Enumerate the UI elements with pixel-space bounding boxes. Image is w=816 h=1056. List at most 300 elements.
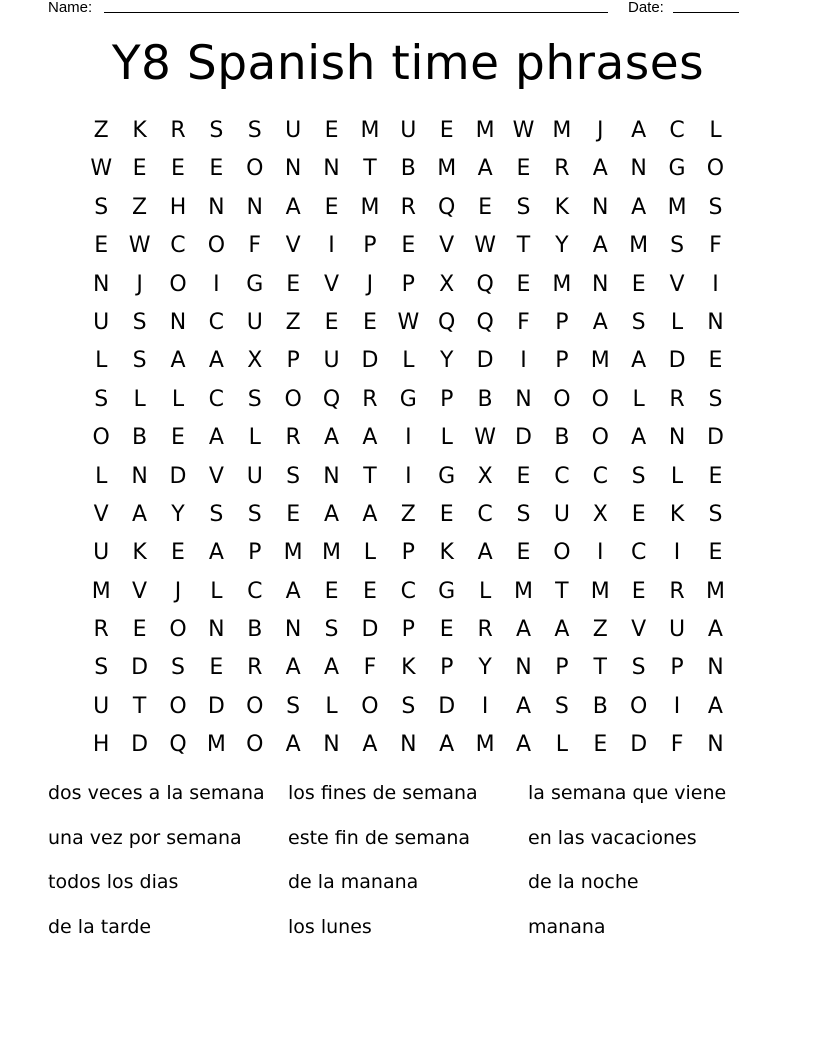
grid-letter[interactable]: E bbox=[631, 271, 646, 297]
grid-letter[interactable]: M bbox=[552, 271, 572, 297]
grid-letter[interactable]: S bbox=[286, 463, 301, 489]
grid-letter[interactable]: R bbox=[362, 386, 378, 412]
grid-letter[interactable]: S bbox=[132, 348, 147, 374]
grid-letter[interactable]: D bbox=[515, 425, 532, 451]
grid-letter[interactable]: O bbox=[246, 156, 264, 182]
grid-row bbox=[82, 227, 738, 265]
grid-letter[interactable]: F bbox=[517, 309, 530, 335]
grid-letter[interactable]: U bbox=[553, 501, 570, 527]
grid-letter[interactable]: Q bbox=[438, 309, 456, 335]
grid-letter[interactable]: M bbox=[360, 194, 380, 220]
grid-letter[interactable]: I bbox=[405, 425, 412, 451]
grid-letter[interactable]: M bbox=[91, 578, 111, 604]
grid-letter[interactable]: A bbox=[631, 118, 647, 143]
grid-letter[interactable]: A bbox=[208, 540, 224, 566]
grid-letter[interactable]: D bbox=[668, 348, 686, 374]
grid-row bbox=[82, 304, 738, 342]
grid-letter[interactable]: B bbox=[592, 693, 608, 719]
grid-letter[interactable]: A bbox=[592, 233, 608, 259]
grid-letter[interactable]: U bbox=[93, 693, 110, 719]
grid-letter[interactable]: S bbox=[324, 617, 339, 643]
grid-letter[interactable]: A bbox=[515, 693, 532, 719]
date-write-line[interactable] bbox=[673, 12, 739, 13]
grid-letter[interactable]: R bbox=[554, 156, 570, 182]
grid-letter[interactable]: O bbox=[207, 233, 226, 259]
grid-letter[interactable]: I bbox=[481, 693, 489, 719]
grid-letter[interactable]: N bbox=[284, 156, 302, 182]
grid-letter[interactable]: W bbox=[474, 233, 496, 259]
grid-letter[interactable]: P bbox=[401, 271, 415, 297]
grid-letter[interactable]: S bbox=[132, 309, 147, 335]
grid-letter[interactable]: E bbox=[439, 617, 454, 643]
grid-letter[interactable]: M bbox=[437, 156, 457, 182]
grid-letter[interactable]: V bbox=[324, 271, 340, 297]
grid-letter[interactable]: A bbox=[707, 693, 723, 719]
grid-letter[interactable]: O bbox=[284, 386, 302, 412]
grid-letter[interactable]: P bbox=[440, 655, 454, 681]
grid-letter[interactable]: M bbox=[360, 118, 380, 143]
grid-letter[interactable]: D bbox=[476, 348, 494, 374]
grid-letter[interactable]: V bbox=[439, 233, 455, 259]
grid-letter[interactable]: G bbox=[246, 271, 264, 297]
grid-letter[interactable]: S bbox=[94, 194, 109, 220]
grid-letter[interactable]: N bbox=[323, 156, 340, 182]
grid-letter[interactable]: N bbox=[208, 194, 225, 220]
grid-letter[interactable]: Z bbox=[285, 309, 301, 335]
grid-letter[interactable]: K bbox=[132, 540, 147, 566]
grid-letter[interactable]: J bbox=[136, 271, 143, 297]
grid-letter[interactable]: S bbox=[631, 309, 646, 335]
grid-letter[interactable]: A bbox=[362, 732, 378, 758]
grid-letter[interactable]: N bbox=[131, 463, 148, 489]
grid-letter[interactable]: N bbox=[592, 194, 609, 220]
grid-letter[interactable]: R bbox=[247, 655, 263, 681]
grid-letter[interactable]: A bbox=[285, 655, 301, 681]
grid-letter[interactable]: A bbox=[477, 540, 493, 566]
grid-letter[interactable]: I bbox=[712, 271, 719, 297]
word-list-item: los fines de semana bbox=[288, 782, 478, 804]
grid-letter[interactable]: Y bbox=[439, 348, 454, 374]
grid-letter[interactable]: Z bbox=[132, 194, 148, 220]
grid-letter[interactable]: O bbox=[92, 425, 110, 451]
grid-letter[interactable]: S bbox=[247, 386, 262, 412]
grid-letter[interactable]: E bbox=[631, 578, 646, 604]
grid-letter[interactable]: Q bbox=[169, 732, 187, 758]
grid-letter[interactable]: L bbox=[171, 386, 185, 412]
grid-letter[interactable]: T bbox=[593, 655, 607, 681]
grid-letter[interactable]: P bbox=[555, 309, 569, 335]
grid-letter[interactable]: O bbox=[169, 617, 187, 643]
grid-letter[interactable]: M bbox=[514, 578, 533, 604]
grid-letter[interactable]: U bbox=[246, 463, 263, 489]
grid-letter[interactable]: E bbox=[324, 118, 339, 143]
grid-letter[interactable]: S bbox=[708, 194, 723, 220]
grid-letter[interactable]: J bbox=[366, 271, 374, 297]
grid-letter[interactable]: A bbox=[592, 309, 608, 335]
grid-letter[interactable]: O bbox=[591, 386, 609, 412]
grid-letter[interactable]: E bbox=[478, 194, 493, 220]
grid-letter[interactable]: K bbox=[132, 118, 147, 143]
grid-letter[interactable]: N bbox=[668, 425, 686, 451]
grid-letter[interactable]: U bbox=[246, 309, 263, 335]
grid-letter[interactable]: V bbox=[631, 617, 647, 643]
grid-letter[interactable]: E bbox=[439, 118, 454, 143]
grid-letter[interactable]: S bbox=[631, 463, 646, 489]
grid-letter[interactable]: U bbox=[323, 348, 340, 374]
grid-letter[interactable]: N bbox=[284, 617, 302, 643]
grid-letter[interactable]: D bbox=[630, 732, 648, 758]
grid-letter[interactable]: S bbox=[209, 118, 224, 143]
grid-letter[interactable]: S bbox=[631, 655, 646, 681]
grid-letter[interactable]: C bbox=[170, 233, 186, 259]
grid-letter[interactable]: E bbox=[132, 156, 147, 182]
grid-letter[interactable]: E bbox=[94, 233, 109, 259]
grid-letter[interactable]: R bbox=[477, 617, 493, 643]
grid-letter[interactable]: Q bbox=[476, 309, 494, 335]
grid-letter[interactable]: V bbox=[208, 463, 224, 489]
grid-letter[interactable]: K bbox=[554, 194, 570, 220]
grid-letter[interactable]: S bbox=[516, 501, 531, 527]
grid-letter[interactable]: E bbox=[171, 540, 185, 566]
grid-letter[interactable]: L bbox=[670, 309, 684, 335]
grid-letter[interactable]: L bbox=[670, 463, 684, 489]
grid-letter[interactable]: P bbox=[286, 348, 300, 374]
grid-letter[interactable]: E bbox=[209, 156, 224, 182]
grid-letter[interactable]: E bbox=[516, 463, 531, 489]
grid-letter[interactable]: O bbox=[553, 540, 571, 566]
grid-letter[interactable]: N bbox=[169, 309, 187, 335]
grid-letter[interactable]: O bbox=[553, 386, 571, 412]
grid-letter[interactable]: V bbox=[285, 233, 301, 259]
grid-letter[interactable]: X bbox=[477, 463, 493, 489]
grid-letter[interactable]: S bbox=[209, 501, 224, 527]
grid-letter[interactable]: L bbox=[210, 578, 223, 604]
grid-letter[interactable]: L bbox=[363, 540, 377, 566]
grid-letter[interactable]: L bbox=[478, 578, 492, 604]
grid-letter[interactable]: E bbox=[439, 501, 454, 527]
grid-letter[interactable]: P bbox=[248, 540, 262, 566]
grid-letter[interactable]: O bbox=[169, 693, 187, 719]
grid-letter[interactable]: E bbox=[631, 501, 646, 527]
grid-letter[interactable]: W bbox=[90, 156, 113, 182]
grid-letter[interactable]: S bbox=[286, 693, 301, 719]
grid-letter[interactable]: U bbox=[400, 118, 417, 143]
grid-letter[interactable]: L bbox=[632, 386, 645, 412]
grid-letter[interactable]: S bbox=[708, 386, 723, 412]
grid-letter[interactable]: A bbox=[324, 425, 340, 451]
grid-letter[interactable]: T bbox=[555, 578, 569, 604]
grid-letter[interactable]: Z bbox=[592, 617, 608, 643]
grid-letter[interactable]: D bbox=[438, 693, 456, 719]
grid-letter[interactable]: R bbox=[669, 578, 685, 604]
grid-letter[interactable]: O bbox=[169, 271, 187, 297]
grid-letter[interactable]: M bbox=[590, 348, 610, 374]
grid-letter[interactable]: L bbox=[95, 463, 108, 489]
word-search-grid bbox=[82, 112, 738, 765]
grid-letter[interactable]: X bbox=[592, 501, 608, 527]
grid-letter[interactable]: P bbox=[555, 655, 569, 681]
grid-letter[interactable]: A bbox=[631, 425, 647, 451]
grid-letter[interactable]: W bbox=[512, 118, 535, 143]
grid-letter[interactable]: Q bbox=[476, 271, 494, 297]
grid-letter[interactable]: A bbox=[324, 501, 340, 527]
grid-letter[interactable]: L bbox=[555, 732, 569, 758]
grid-letter[interactable]: E bbox=[401, 233, 416, 259]
grid-letter[interactable]: E bbox=[516, 540, 531, 566]
grid-letter[interactable]: L bbox=[402, 348, 415, 374]
grid-letter[interactable]: G bbox=[668, 156, 686, 182]
grid-letter[interactable]: F bbox=[248, 233, 262, 259]
grid-letter[interactable]: P bbox=[670, 655, 684, 681]
grid-letter[interactable]: O bbox=[630, 693, 648, 719]
grid-letter[interactable]: A bbox=[208, 425, 224, 451]
grid-letter[interactable]: P bbox=[440, 386, 454, 412]
grid-letter[interactable]: C bbox=[630, 540, 647, 566]
grid-letter[interactable]: N bbox=[323, 463, 340, 489]
grid-letter[interactable]: A bbox=[592, 156, 608, 182]
grid-letter[interactable]: D bbox=[207, 693, 225, 719]
grid-letter[interactable]: E bbox=[286, 271, 301, 297]
grid-letter[interactable]: E bbox=[132, 617, 147, 643]
word-list-item: una vez por semana bbox=[48, 826, 242, 849]
grid-letter[interactable]: L bbox=[325, 693, 338, 719]
grid-letter[interactable]: C bbox=[208, 309, 225, 335]
grid-letter[interactable]: S bbox=[94, 655, 109, 681]
grid-letter[interactable]: E bbox=[362, 578, 377, 604]
grid-letter[interactable]: M bbox=[590, 578, 610, 604]
grid-letter[interactable]: G bbox=[438, 463, 456, 489]
grid-letter[interactable]: C bbox=[554, 463, 570, 489]
grid-letter[interactable]: B bbox=[554, 425, 570, 451]
grid-letter[interactable]: O bbox=[246, 693, 264, 719]
grid-letter[interactable]: S bbox=[554, 693, 569, 719]
grid-letter[interactable]: W bbox=[474, 425, 496, 451]
grid-letter[interactable]: P bbox=[401, 617, 415, 643]
grid-letter[interactable]: C bbox=[400, 578, 416, 604]
grid-letter[interactable]: E bbox=[708, 540, 723, 566]
grid-letter[interactable]: U bbox=[93, 309, 110, 335]
grid-letter[interactable]: O bbox=[591, 425, 609, 451]
grid-letter[interactable]: J bbox=[174, 578, 182, 604]
grid-letter[interactable]: Y bbox=[555, 233, 569, 259]
grid-letter[interactable]: A bbox=[554, 617, 570, 643]
grid-letter[interactable]: N bbox=[707, 732, 724, 758]
grid-letter[interactable]: A bbox=[362, 501, 378, 527]
grid-letter[interactable]: E bbox=[324, 194, 339, 220]
grid-row bbox=[82, 189, 738, 227]
grid-letter[interactable]: U bbox=[285, 118, 302, 143]
grid-letter[interactable]: I bbox=[673, 540, 681, 566]
grid-letter[interactable]: D bbox=[169, 463, 187, 489]
grid-letter[interactable]: A bbox=[170, 348, 186, 374]
grid-letter[interactable]: B bbox=[247, 617, 263, 643]
grid-letter[interactable]: J bbox=[597, 118, 604, 143]
grid-letter[interactable]: G bbox=[438, 578, 456, 604]
grid-letter[interactable]: K bbox=[669, 501, 685, 527]
grid-letter[interactable]: A bbox=[515, 732, 532, 758]
grid-letter[interactable]: A bbox=[324, 655, 340, 681]
grid-letter[interactable]: W bbox=[128, 233, 151, 259]
grid-letter[interactable]: S bbox=[401, 693, 416, 719]
grid-letter[interactable]: R bbox=[285, 425, 301, 451]
name-write-line[interactable] bbox=[104, 12, 608, 13]
grid-letter[interactable]: I bbox=[673, 693, 681, 719]
word-list-item: dos veces a la semana bbox=[48, 782, 265, 804]
grid-letter[interactable]: S bbox=[94, 386, 109, 412]
grid-letter[interactable]: E bbox=[324, 578, 339, 604]
grid-letter[interactable]: R bbox=[669, 386, 685, 412]
grid-letter[interactable]: B bbox=[400, 156, 416, 182]
grid-letter[interactable]: M bbox=[667, 194, 687, 220]
grid-letter[interactable]: D bbox=[131, 732, 149, 758]
grid-letter[interactable]: T bbox=[363, 156, 377, 182]
grid-letter[interactable]: N bbox=[246, 194, 263, 220]
grid-letter[interactable]: S bbox=[247, 501, 262, 527]
grid-letter[interactable]: E bbox=[516, 271, 531, 297]
word-list bbox=[48, 778, 768, 957]
grid-letter[interactable]: M bbox=[322, 540, 342, 566]
grid-letter[interactable]: X bbox=[439, 271, 455, 297]
grid-letter[interactable]: N bbox=[515, 655, 532, 681]
grid-letter[interactable]: D bbox=[131, 655, 149, 681]
grid-letter[interactable]: A bbox=[285, 578, 301, 604]
grid-letter[interactable]: N bbox=[515, 386, 532, 412]
grid-letter[interactable]: N bbox=[92, 271, 110, 297]
grid-letter[interactable]: Y bbox=[478, 655, 492, 681]
grid-letter[interactable]: H bbox=[169, 194, 187, 220]
grid-letter[interactable]: I bbox=[405, 463, 412, 489]
grid-letter[interactable]: P bbox=[401, 540, 415, 566]
grid-letter[interactable]: U bbox=[669, 617, 686, 643]
grid-letter[interactable]: W bbox=[397, 309, 420, 335]
grid-letter[interactable]: A bbox=[132, 501, 148, 527]
grid-letter[interactable]: L bbox=[248, 425, 261, 451]
grid-letter[interactable]: C bbox=[208, 386, 225, 412]
grid-letter[interactable]: B bbox=[132, 425, 148, 451]
grid-letter[interactable]: K bbox=[401, 655, 416, 681]
grid-letter[interactable]: A bbox=[631, 348, 647, 374]
grid-letter[interactable]: I bbox=[213, 271, 220, 297]
grid-letter[interactable]: C bbox=[669, 118, 685, 143]
grid-letter[interactable]: V bbox=[669, 271, 685, 297]
grid-letter[interactable]: H bbox=[92, 732, 110, 758]
grid-letter[interactable]: F bbox=[709, 233, 722, 259]
grid-letter[interactable]: E bbox=[516, 156, 531, 182]
grid-letter[interactable]: N bbox=[707, 309, 724, 335]
grid-letter[interactable]: O bbox=[361, 693, 379, 719]
grid-letter[interactable]: E bbox=[708, 463, 723, 489]
grid-letter[interactable]: S bbox=[670, 233, 685, 259]
grid-letter[interactable]: B bbox=[477, 386, 493, 412]
grid-letter[interactable]: A bbox=[208, 348, 224, 374]
grid-letter[interactable]: I bbox=[597, 540, 604, 566]
grid-letter[interactable]: I bbox=[328, 233, 335, 259]
grid-letter[interactable]: Y bbox=[171, 501, 185, 527]
grid-letter[interactable]: D bbox=[706, 425, 724, 451]
grid-letter[interactable]: E bbox=[324, 309, 339, 335]
grid-letter[interactable]: S bbox=[516, 194, 531, 220]
grid-letter[interactable]: N bbox=[592, 271, 609, 297]
grid-letter[interactable]: C bbox=[247, 578, 263, 604]
grid-letter[interactable]: E bbox=[209, 655, 224, 681]
grid-letter[interactable]: G bbox=[399, 386, 417, 412]
grid-letter[interactable]: A bbox=[362, 425, 378, 451]
grid-letter[interactable]: T bbox=[132, 693, 147, 719]
grid-letter[interactable]: R bbox=[93, 617, 109, 643]
grid-letter[interactable]: V bbox=[132, 578, 148, 604]
grid-letter[interactable]: R bbox=[400, 194, 416, 220]
grid-letter[interactable]: N bbox=[400, 732, 417, 758]
grid-letter[interactable]: E bbox=[171, 156, 185, 182]
grid-letter[interactable]: K bbox=[439, 540, 454, 566]
grid-letter[interactable]: L bbox=[95, 348, 108, 374]
grid-letter[interactable]: M bbox=[283, 540, 303, 566]
grid-letter[interactable]: L bbox=[440, 425, 453, 451]
grid-letter[interactable]: O bbox=[246, 732, 264, 758]
grid-letter[interactable]: A bbox=[285, 194, 301, 220]
grid-letter[interactable]: E bbox=[171, 425, 185, 451]
grid-letter[interactable]: N bbox=[208, 617, 225, 643]
grid-letter[interactable]: A bbox=[707, 617, 723, 643]
grid-letter[interactable]: S bbox=[708, 501, 723, 527]
grid-letter[interactable]: C bbox=[477, 501, 493, 527]
grid-letter[interactable]: E bbox=[593, 732, 608, 758]
grid-letter[interactable]: T bbox=[363, 463, 377, 489]
grid-letter[interactable]: L bbox=[133, 386, 146, 412]
grid-letter[interactable]: P bbox=[555, 348, 569, 374]
grid-letter[interactable]: Z bbox=[400, 501, 416, 527]
grid-letter[interactable]: M bbox=[475, 118, 495, 143]
grid-letter[interactable]: M bbox=[552, 118, 572, 143]
grid-letter[interactable]: M bbox=[629, 233, 649, 259]
grid-letter[interactable]: X bbox=[247, 348, 263, 374]
grid-letter[interactable]: M bbox=[475, 732, 495, 758]
grid-letter[interactable]: A bbox=[439, 732, 455, 758]
grid-letter[interactable]: U bbox=[93, 540, 110, 566]
grid-letter[interactable]: N bbox=[323, 732, 340, 758]
grid-letter[interactable]: F bbox=[363, 655, 377, 681]
grid-letter[interactable]: O bbox=[706, 156, 725, 182]
grid-letter[interactable]: A bbox=[515, 617, 532, 643]
grid-letter[interactable]: F bbox=[670, 732, 684, 758]
grid-letter[interactable]: Z bbox=[93, 118, 109, 143]
grid-letter[interactable]: T bbox=[516, 233, 531, 259]
grid-letter[interactable]: E bbox=[362, 309, 377, 335]
grid-letter[interactable]: A bbox=[477, 156, 493, 182]
grid-letter[interactable]: S bbox=[247, 118, 262, 143]
grid-letter[interactable]: Q bbox=[322, 386, 341, 412]
grid-letter[interactable]: N bbox=[630, 156, 647, 182]
grid-letter[interactable]: E bbox=[708, 348, 723, 374]
grid-letter[interactable]: D bbox=[361, 617, 379, 643]
grid-letter[interactable]: Q bbox=[438, 194, 456, 220]
grid-letter[interactable]: S bbox=[170, 655, 185, 681]
grid-letter[interactable]: C bbox=[592, 463, 608, 489]
grid-letter[interactable]: M bbox=[705, 578, 725, 604]
grid-letter[interactable]: R bbox=[170, 118, 186, 143]
grid-letter[interactable]: D bbox=[361, 348, 379, 374]
grid-letter[interactable]: M bbox=[206, 732, 226, 758]
grid-letter[interactable]: V bbox=[93, 501, 109, 527]
grid-letter[interactable]: N bbox=[707, 655, 724, 681]
grid-letter[interactable]: I bbox=[520, 348, 527, 374]
grid-letter[interactable]: L bbox=[709, 118, 722, 143]
grid-letter[interactable]: A bbox=[285, 732, 301, 758]
grid-letter[interactable]: P bbox=[363, 233, 377, 259]
grid-letter[interactable]: A bbox=[631, 194, 647, 220]
grid-letter[interactable]: E bbox=[286, 501, 301, 527]
grid-row bbox=[82, 649, 738, 687]
